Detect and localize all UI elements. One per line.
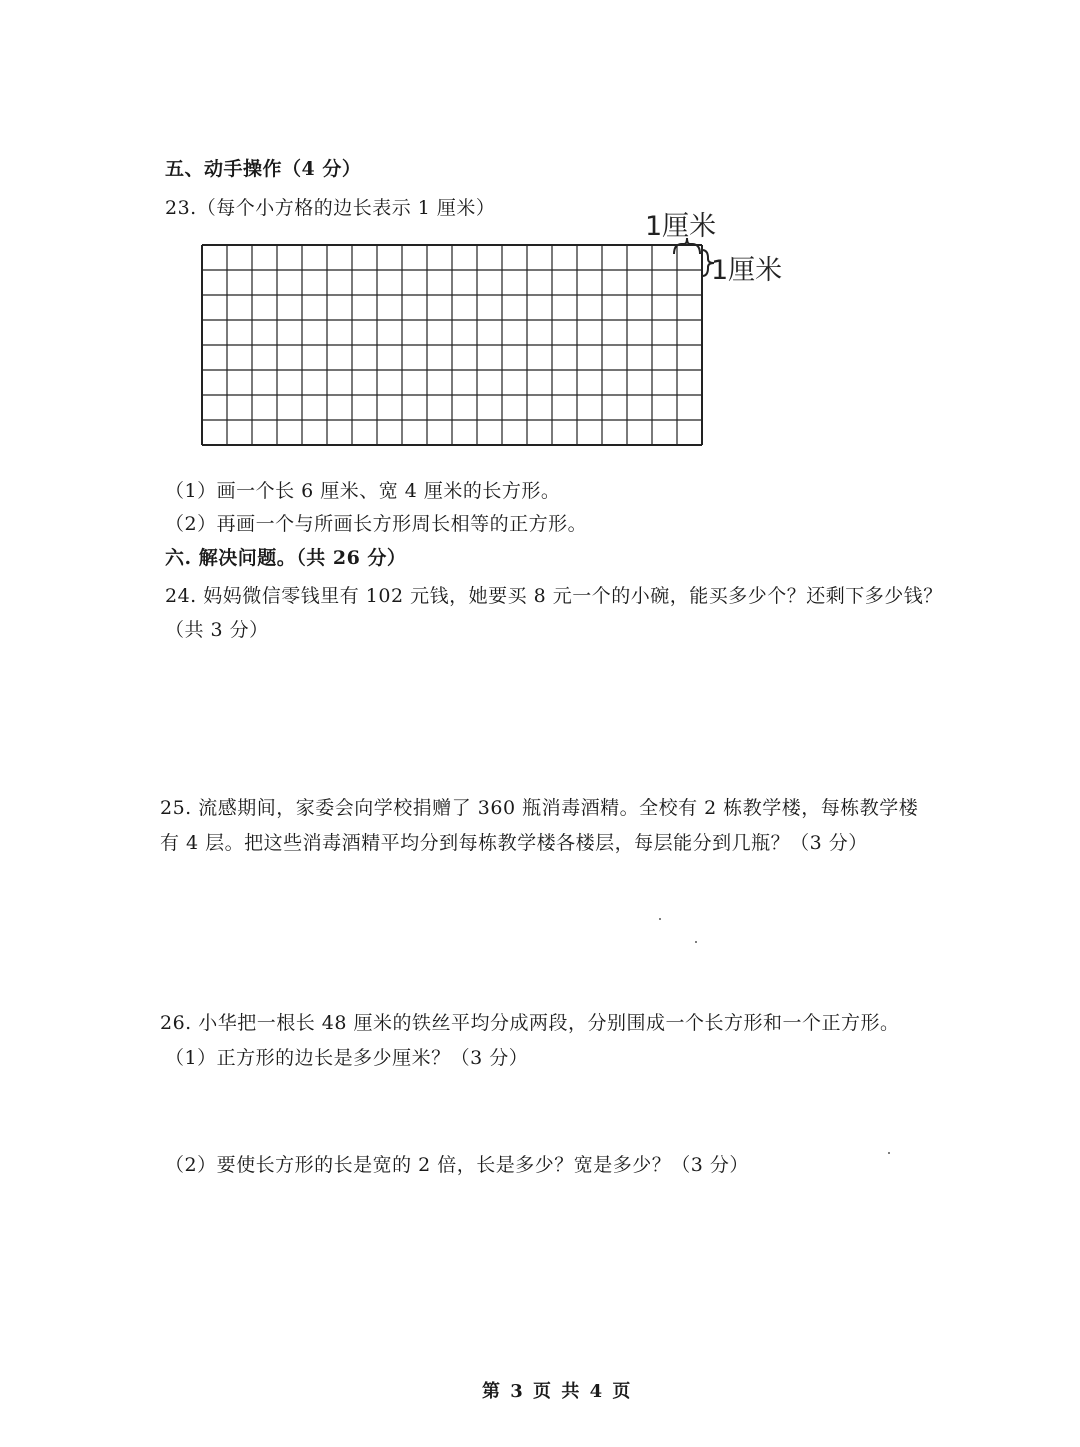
top-unit-label: 1厘米 xyxy=(645,211,717,242)
q23-part2: （2）再画一个与所画长方形周长相等的正方形。 xyxy=(165,513,588,535)
section6-heading: 六. 解决问题。（共 26 分） xyxy=(165,547,407,569)
q25-line2: 有 4 层。把这些消毒酒精平均分到每栋教学楼各楼层，每层能分到几瓶？（3 分） xyxy=(160,832,868,854)
page-footer: 第 3 页 共 4 页 xyxy=(482,1381,633,1402)
square-grid xyxy=(200,243,704,453)
right-unit-label: 1厘米 xyxy=(711,255,783,286)
scan-speck xyxy=(659,918,661,920)
q23-title: 23.（每个小方格的边长表示 1 厘米） xyxy=(165,197,496,219)
scan-speck xyxy=(888,1152,890,1154)
q25-line1: 25. 流感期间，家委会向学校捐赠了 360 瓶消毒酒精。全校有 2 栋教学楼，每栋教学楼 xyxy=(160,797,919,819)
q26-part1: （1）正方形的边长是多少厘米？（3 分） xyxy=(165,1047,529,1069)
q26-part2: （2）要使长方形的长是宽的 2 倍，长是多少？宽是多少？（3 分） xyxy=(165,1154,749,1176)
q24-line1: 24. 妈妈微信零钱里有 102 元钱，她要买 8 元一个的小碗，能买多少个？还剩下多少钱？ xyxy=(165,585,943,607)
scan-speck xyxy=(695,941,697,943)
section5-heading: 五、动手操作（4 分） xyxy=(165,158,362,180)
q24-line2: （共 3 分） xyxy=(165,619,269,641)
q23-part1: （1）画一个长 6 厘米、宽 4 厘米的长方形。 xyxy=(165,480,561,502)
q26-stem: 26. 小华把一根长 48 厘米的铁丝平均分成两段，分别围成一个长方形和一个正方形。 xyxy=(160,1012,900,1034)
